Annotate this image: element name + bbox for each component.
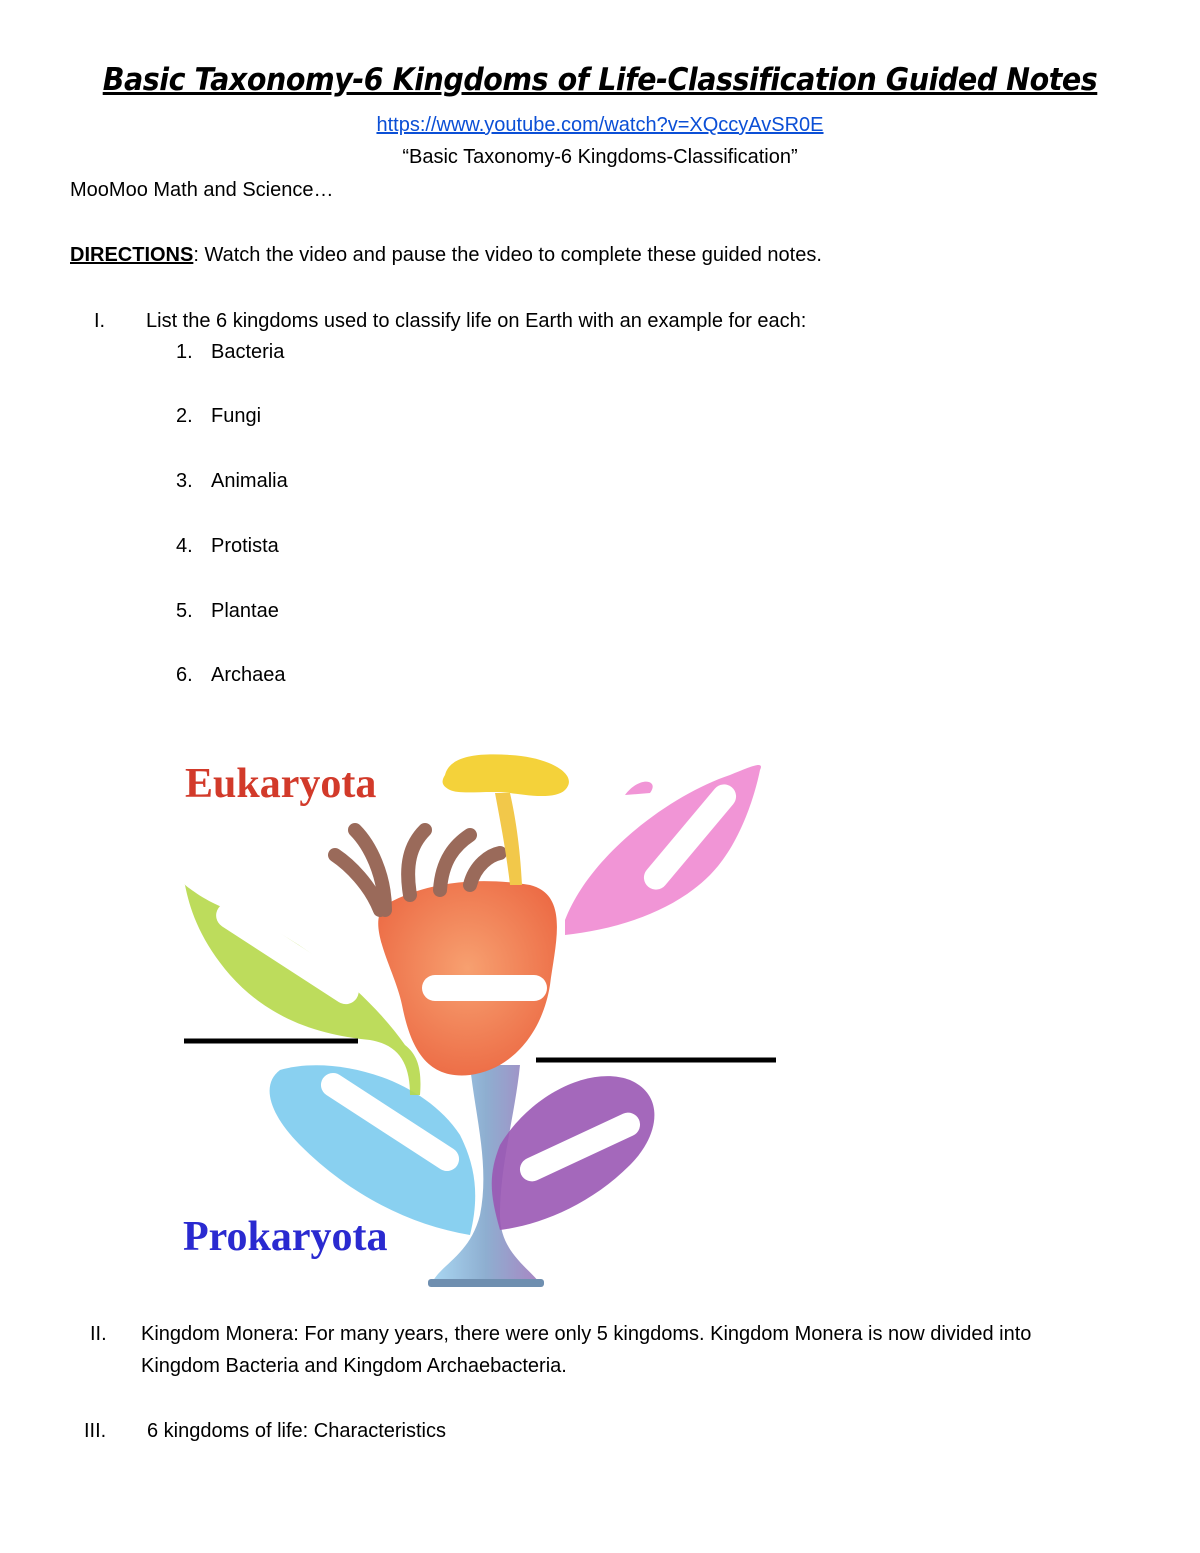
- credit-text: MooMoo Math and Science…: [70, 179, 334, 201]
- directions: [70, 244, 822, 267]
- directions-text: : Watch the video and pause the video to complete these guided notes.: [193, 244, 822, 266]
- section-3-numeral: III.: [84, 1420, 107, 1442]
- list-item-number: 2.: [176, 405, 193, 427]
- list-item-label: Plantae: [211, 600, 279, 622]
- video-title: “Basic Taxonomy-6 Kingdoms-Classification”: [402, 146, 798, 168]
- page-title: Basic Taxonomy-6 Kingdoms of Life-Classification Guided Notes: [102, 62, 1098, 98]
- list-item: [176, 470, 288, 493]
- list-item: [176, 535, 279, 558]
- list-item: [176, 600, 279, 623]
- directions-label: DIRECTIONS: [70, 244, 194, 266]
- list-item-number: 4.: [176, 535, 193, 557]
- list-item-number: 6.: [176, 664, 193, 686]
- section-2-numeral: II.: [90, 1323, 107, 1345]
- section-2-line-2-wrap: [141, 1350, 567, 1382]
- section-2-line-2: Kingdom Bacteria and Kingdom Archaebacteria.: [141, 1355, 567, 1377]
- list-item-number: 5.: [176, 600, 193, 622]
- eukaryota-label: Eukaryota: [185, 761, 377, 807]
- fungi-cap: [443, 754, 569, 796]
- list-item-label: Fungi: [211, 405, 262, 427]
- list-item-label: Protista: [211, 535, 279, 557]
- tree-of-life-diagram: [170, 735, 800, 1295]
- list-item: [176, 664, 286, 687]
- section-1-numeral: I.: [94, 310, 106, 332]
- stem-base: [428, 1279, 544, 1287]
- prokaryota-label: Prokaryota: [183, 1214, 388, 1260]
- list-item-number: 1.: [176, 341, 193, 363]
- fungi-stem: [495, 793, 522, 885]
- list-item: [176, 405, 261, 428]
- list-item: [176, 341, 284, 364]
- list-item-label: Archaea: [211, 664, 286, 686]
- video-link[interactable]: https://www.youtube.com/watch?v=XQccyAvSR0E: [376, 114, 824, 136]
- section-1-prompt: List the 6 kingdoms used to classify life on Earth with an example for each:: [146, 310, 807, 332]
- list-item-label: Bacteria: [211, 341, 285, 363]
- section-3-text: 6 kingdoms of life: Characteristics: [147, 1420, 447, 1442]
- protist-blank: [422, 975, 547, 1001]
- section-2-line-1: Kingdom Monera: For many years, there were only 5 kingdoms. Kingdom Monera is now divided into: [141, 1323, 1032, 1345]
- list-item-number: 3.: [176, 470, 193, 492]
- list-item-label: Animalia: [211, 470, 288, 492]
